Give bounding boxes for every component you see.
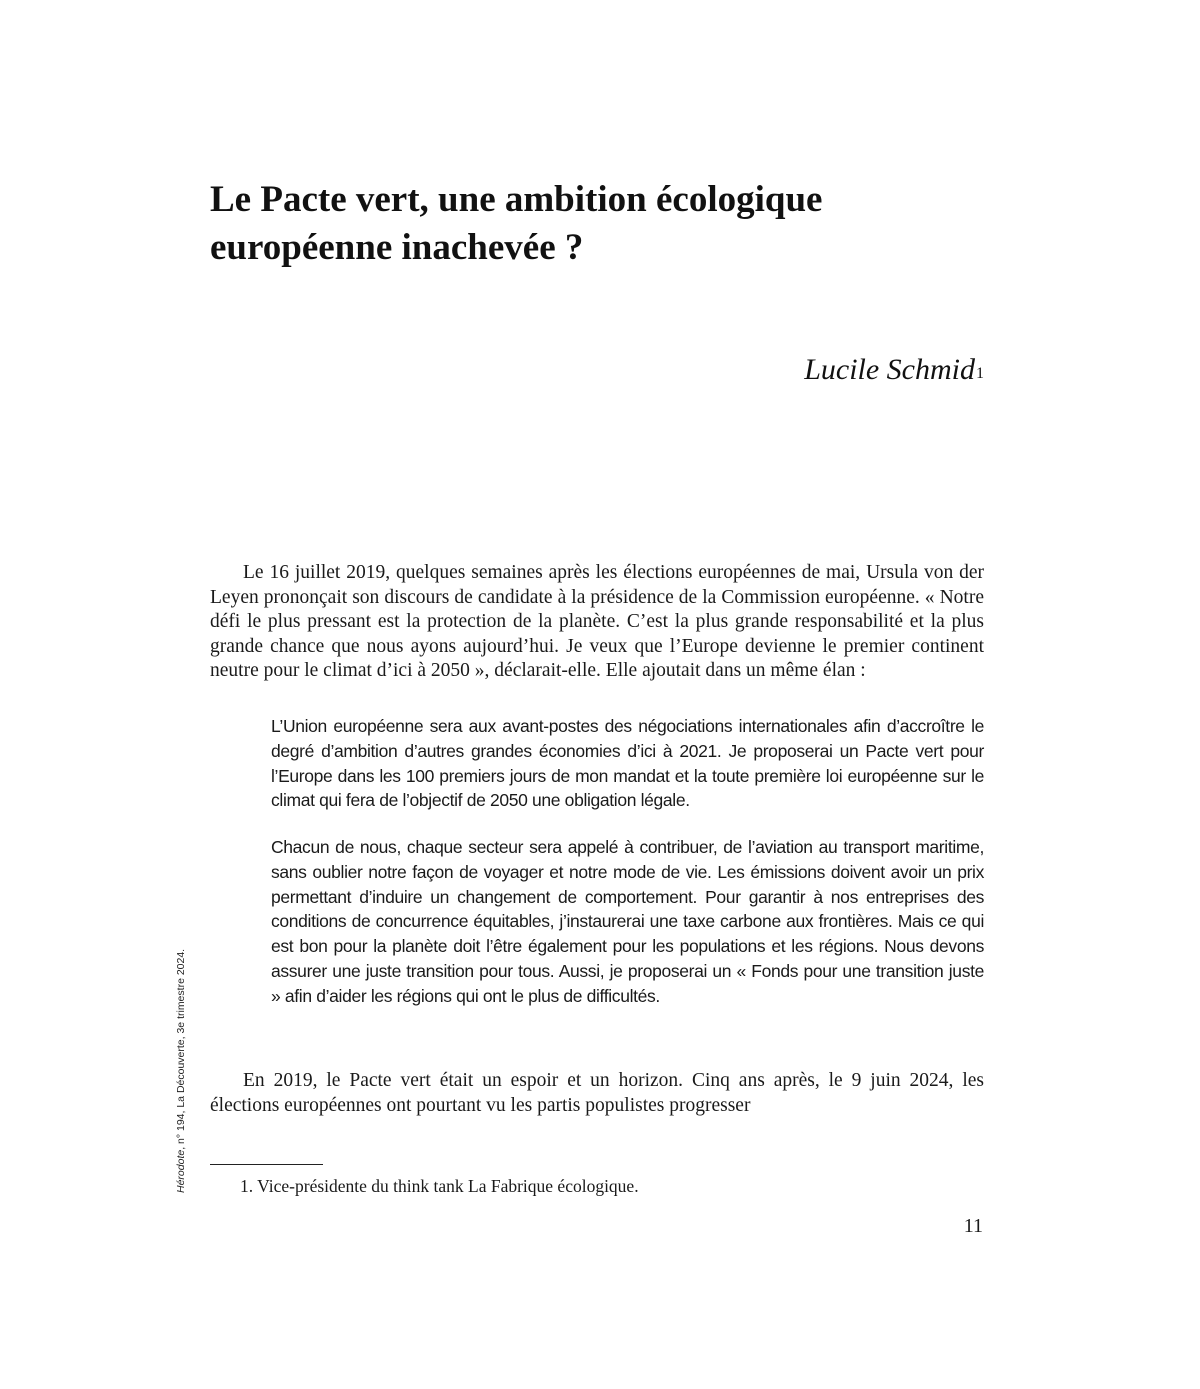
block-quote-2: Chacun de nous, chaque secteur sera appelé à contribuer, de l’aviation au transport maritime, sans oublier notre façon de voyager et notre mode de vie. Les émissions doivent avoir un prix permettant d’induire un changement de comportement. Pour garantir à nos entreprises des conditions de concurrence équitables, j’instaurerai une taxe carbone aux frontières. Mais ce qui est bon pour la planète doit l’être également pour les populations et les régions. Nous devons assurer une juste transition pour tous. Aussi, je proposerai un « Fonds pour une transition juste » afin d’aider les régions qui ont le plus de difficultés. <box>271 837 984 1006</box>
article-title-line-1: Le Pacte vert, une ambition écologique <box>210 179 823 220</box>
journal-issue: , n° 194, La Découverte, 3e trimestre 2024. <box>175 948 187 1150</box>
page-number: 11 <box>963 1215 983 1237</box>
article-title-line-2: européenne inachevée ? <box>210 227 584 268</box>
article-title <box>210 176 990 272</box>
journal-credit <box>175 949 187 1193</box>
body-paragraph-2: En 2019, le Pacte vert était un espoir et un horizon. Cinq ans après, le 9 juin 2024, les élections européennes ont pourtant vu les partis populistes progresser <box>210 1070 984 1116</box>
footnote-reference[interactable]: 1 <box>976 365 984 382</box>
body-paragraph-1: Le 16 juillet 2019, quelques semaines après les élections européennes de mai, Ursula von der Leyen prononçait son discours de candidate à la présidence de la Commission européenne. « Notre défi le plus pressant est la protection de la planète. C’est la plus grande responsabilité et la plus grande chance que nous ayons aujourd’hui. Je veux que l’Europe devienne le premier continent neutre pour le climat d’ici à 2050 », déclarait-elle. Elle ajoutait dans un même élan : <box>210 562 984 682</box>
footnote-divider <box>210 1164 323 1165</box>
footnote: 1. Vice-présidente du think tank La Fabrique écologique. <box>240 1176 639 1196</box>
block-quote-1: L’Union européenne sera aux avant-postes des négociations internationales afin d’accroître le degré d’ambition d’autres grandes économies d’ici à 2021. Je proposerai un Pacte vert pour l’Europe dans les 100 premiers jours de mon mandat et la toute première loi européenne sur le climat qui fera de l’objectif de 2050 une obligation légale. <box>271 716 984 811</box>
author-byline <box>804 350 984 390</box>
author-name: Lucile Schmid <box>804 353 975 386</box>
journal-name: Hérodote <box>175 1149 187 1193</box>
